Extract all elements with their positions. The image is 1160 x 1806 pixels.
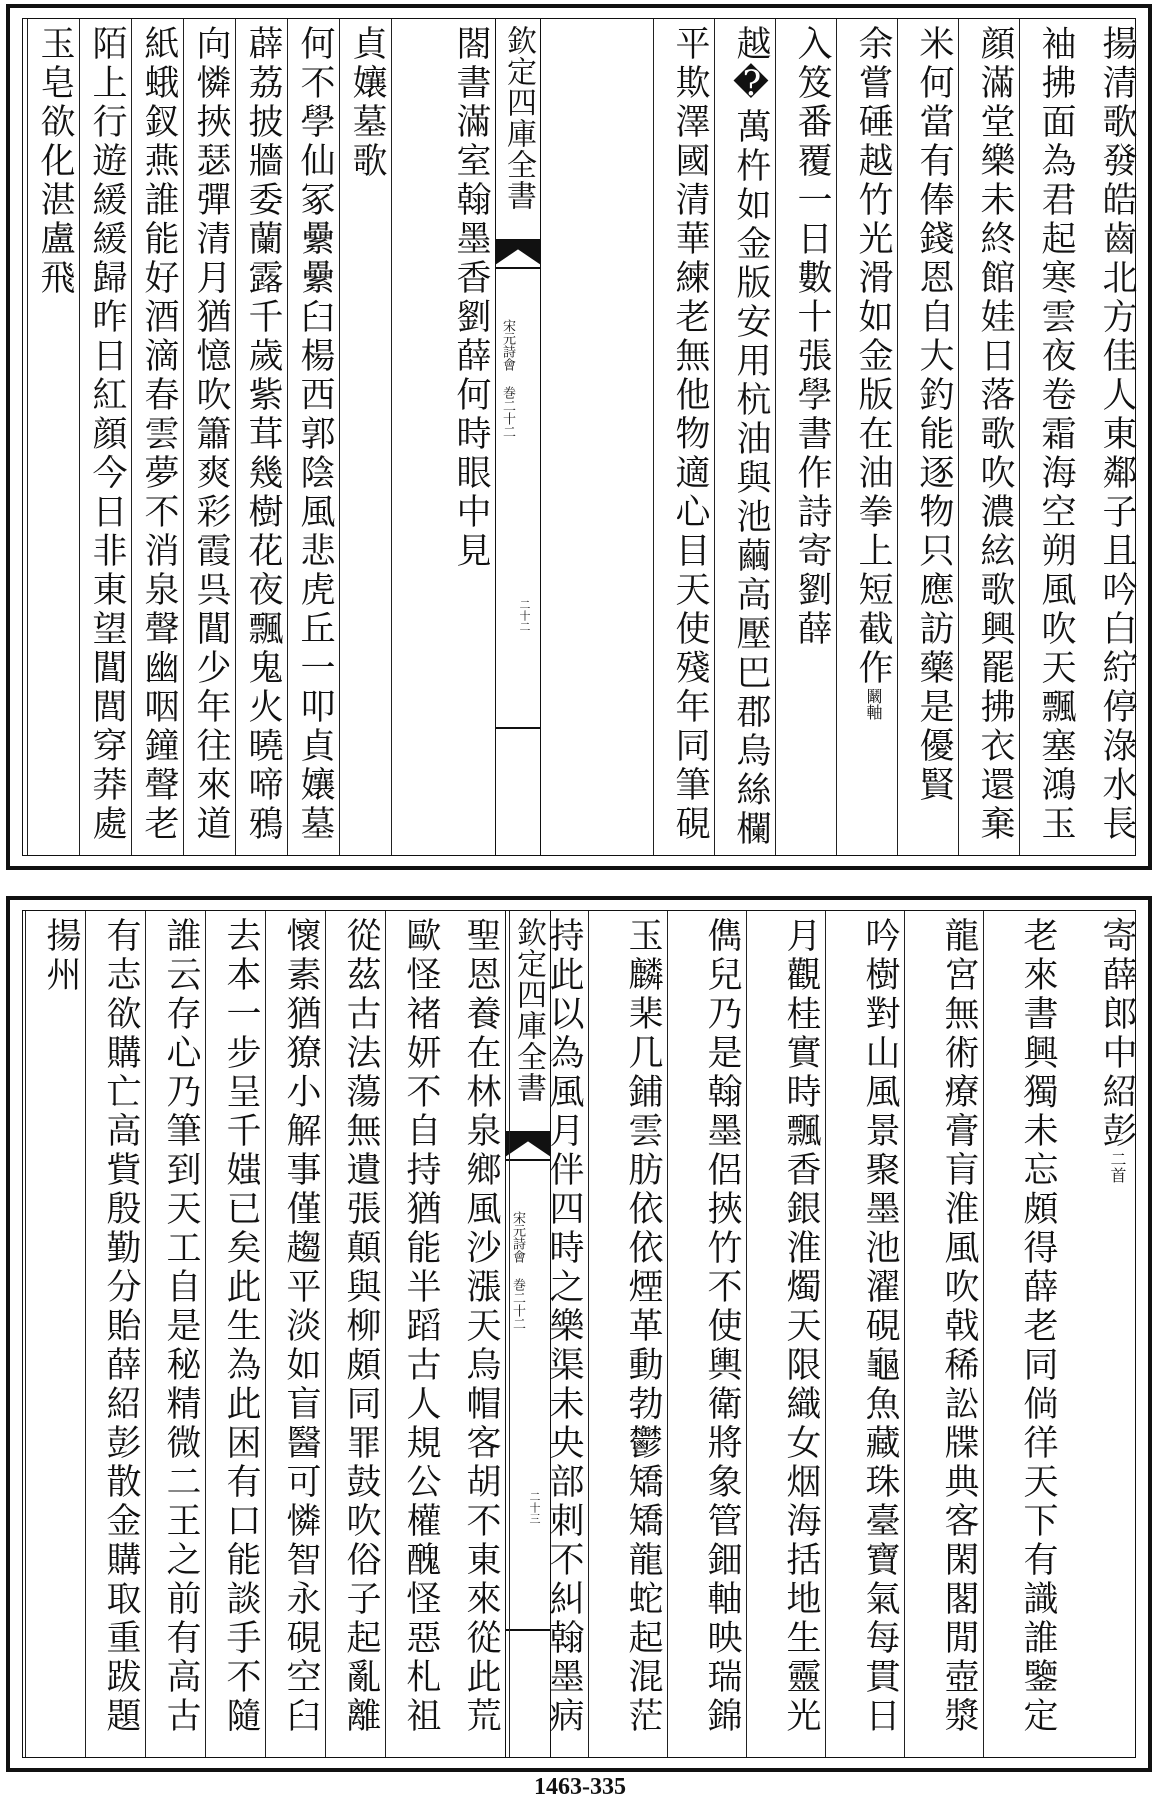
column-text: 顔滿堂樂未終館娃日落歌吹濃絃歌興罷拂衣還棄 — [975, 25, 1015, 844]
small-note: 二首 — [1108, 1151, 1127, 1183]
column-text: 懷素猶獠小解事僅趨平淡如盲醫可憐智永硯空臼 — [281, 917, 321, 1736]
text-column — [391, 19, 443, 855]
column-text: 寄薛郎中紹彭 — [1097, 917, 1137, 1151]
column-text: 袖拂面為君起寒雲夜卷霜海空朔風吹天飄塞鴻玉 — [1036, 25, 1076, 844]
text-column — [235, 19, 287, 855]
text-column — [339, 19, 391, 855]
column-text: 持此以為風月伴四時之樂渠未央部刺不糾翰墨病 — [544, 917, 584, 1736]
column-text: 米何當有俸錢恩自大釣能逐物只應訪藥是優賢 — [914, 25, 954, 805]
text-column — [443, 19, 495, 855]
column-text: 何不學仙冢纍纍臼楊西郭陰風悲虎丘一叩貞孃墓 — [295, 25, 335, 844]
gutter-page-number: 二十二 — [518, 599, 531, 632]
column-text: 貞孃墓歌 — [347, 25, 387, 181]
column-text: 龍宮無術療膏肓淮風吹戟稀訟牒典客閑閣閒壺漿 — [939, 917, 979, 1736]
text-column — [904, 911, 983, 1757]
fish-tail-mark — [495, 239, 541, 265]
text-column — [287, 19, 339, 855]
column-text: 歐怪褚妍不自持猶能半蹈古人規公權醜怪惡札祖 — [401, 917, 441, 1736]
text-column — [983, 911, 1062, 1757]
column-text: 閤書滿室翰墨香劉薛何時眼中見 — [451, 25, 491, 571]
text-column — [385, 911, 445, 1757]
top-gutter — [495, 19, 541, 855]
column-text: 入笈番覆一日數十張學書作詩寄劉薛 — [792, 25, 832, 649]
text-column — [714, 19, 775, 855]
text-column — [653, 19, 714, 855]
small-note: 鬫軸 — [864, 688, 883, 720]
text-column — [746, 911, 825, 1757]
column-text: 儁兒乃是翰墨侶挾竹不使輿衛將象管鈿軸映瑞錦 — [702, 917, 742, 1736]
text-column — [131, 19, 183, 855]
text-column — [1080, 19, 1141, 855]
text-column — [79, 19, 131, 855]
column-text: 平欺澤國清華練老無他物適心目天使殘年同筆硯 — [670, 25, 710, 844]
text-column — [958, 19, 1019, 855]
column-text: 玉皂欲化湛盧飛 — [35, 25, 75, 298]
column-text: 月觀桂實時飄香銀淮燭天限織女烟海括地生靈光 — [781, 917, 821, 1736]
page-footer-number: 1463-335 — [534, 1774, 626, 1800]
text-column — [27, 19, 79, 855]
text-column — [183, 19, 235, 855]
column-text: 去本一步呈千媸已矣此生為此困有口能談手不隨 — [221, 917, 261, 1736]
text-column — [775, 19, 836, 855]
gutter-rule — [496, 727, 540, 729]
column-text: 揚清歌發皓齒北方佳人東鄰子且吟白紵停淥水長 — [1097, 25, 1137, 844]
column-text: 老來書興獨未忘頗得薛老同倘徉天下有識誰鑒定 — [1018, 917, 1058, 1736]
column-text: 越�萬杵如金版安用杭油與池繭高壓巴郡烏絲欄 — [731, 25, 771, 849]
column-text: 余嘗硾越竹光滑如金版在油拳上短截作 — [853, 25, 893, 688]
bottom-frame — [22, 910, 1136, 1758]
text-column — [205, 911, 265, 1757]
gutter-page-number: 二十三 — [528, 1491, 541, 1524]
column-text: 向憐挾瑟彈清月猶憶吹簫爽彩霞呉閶少年往來道 — [191, 25, 231, 844]
column-text: 有志欲購亡高貲殷勤分貽薛紹彭散金購取重跋題 — [101, 917, 141, 1736]
column-text: 誰云存心乃筆到天工自是秘精微二王之前有高古 — [161, 917, 201, 1736]
top-page — [6, 4, 1152, 870]
text-column — [145, 911, 205, 1757]
text-column — [445, 911, 505, 1757]
column-text: 陌上行遊緩緩歸昨日紅顔今日非東望閶閭穿莽處 — [87, 25, 127, 844]
gutter-title: 欽定四庫全書 — [511, 917, 546, 1103]
text-column — [667, 911, 746, 1757]
column-text: 紙蛾釵燕誰能好酒滴春雲夢不消泉聲幽咽鐘聲老 — [139, 25, 179, 844]
column-text: 玉麟棐几鋪雲肪依依煙革動勃鬱矯矯龍蛇起混茫 — [623, 917, 663, 1736]
text-column — [1062, 911, 1141, 1757]
text-column — [265, 911, 325, 1757]
text-column — [897, 19, 958, 855]
text-column — [588, 911, 667, 1757]
gutter-volume: 宋元詩會 巻二十二 — [500, 319, 515, 438]
column-text: 揚州 — [41, 917, 81, 995]
text-column — [85, 911, 145, 1757]
top-frame — [22, 18, 1136, 856]
column-text: 薜荔披牆委蘭露千歲紫茸幾樹花夜飄鬼火曉啼鴉 — [243, 25, 283, 844]
text-column — [825, 911, 904, 1757]
column-text: 從茲古法蕩無遺張顛與柳頗同罪鼓吹俗子起亂離 — [341, 917, 381, 1736]
text-column — [25, 911, 85, 1757]
gutter-volume: 宋元詩會 巻二十二 — [510, 1211, 525, 1330]
column-text: 吟樹對山風景聚墨池濯硯龜魚藏珠臺寶氣每貫日 — [860, 917, 900, 1736]
gutter-title: 欽定四庫全書 — [501, 25, 536, 211]
text-column — [325, 911, 385, 1757]
bottom-page — [6, 896, 1152, 1772]
column-text: 聖恩養在林泉鄉風沙漲天烏帽客胡不東來從此荒 — [461, 917, 501, 1736]
text-column — [1019, 19, 1080, 855]
text-column — [509, 911, 588, 1757]
gutter-rule — [496, 267, 540, 269]
text-column — [836, 19, 897, 855]
